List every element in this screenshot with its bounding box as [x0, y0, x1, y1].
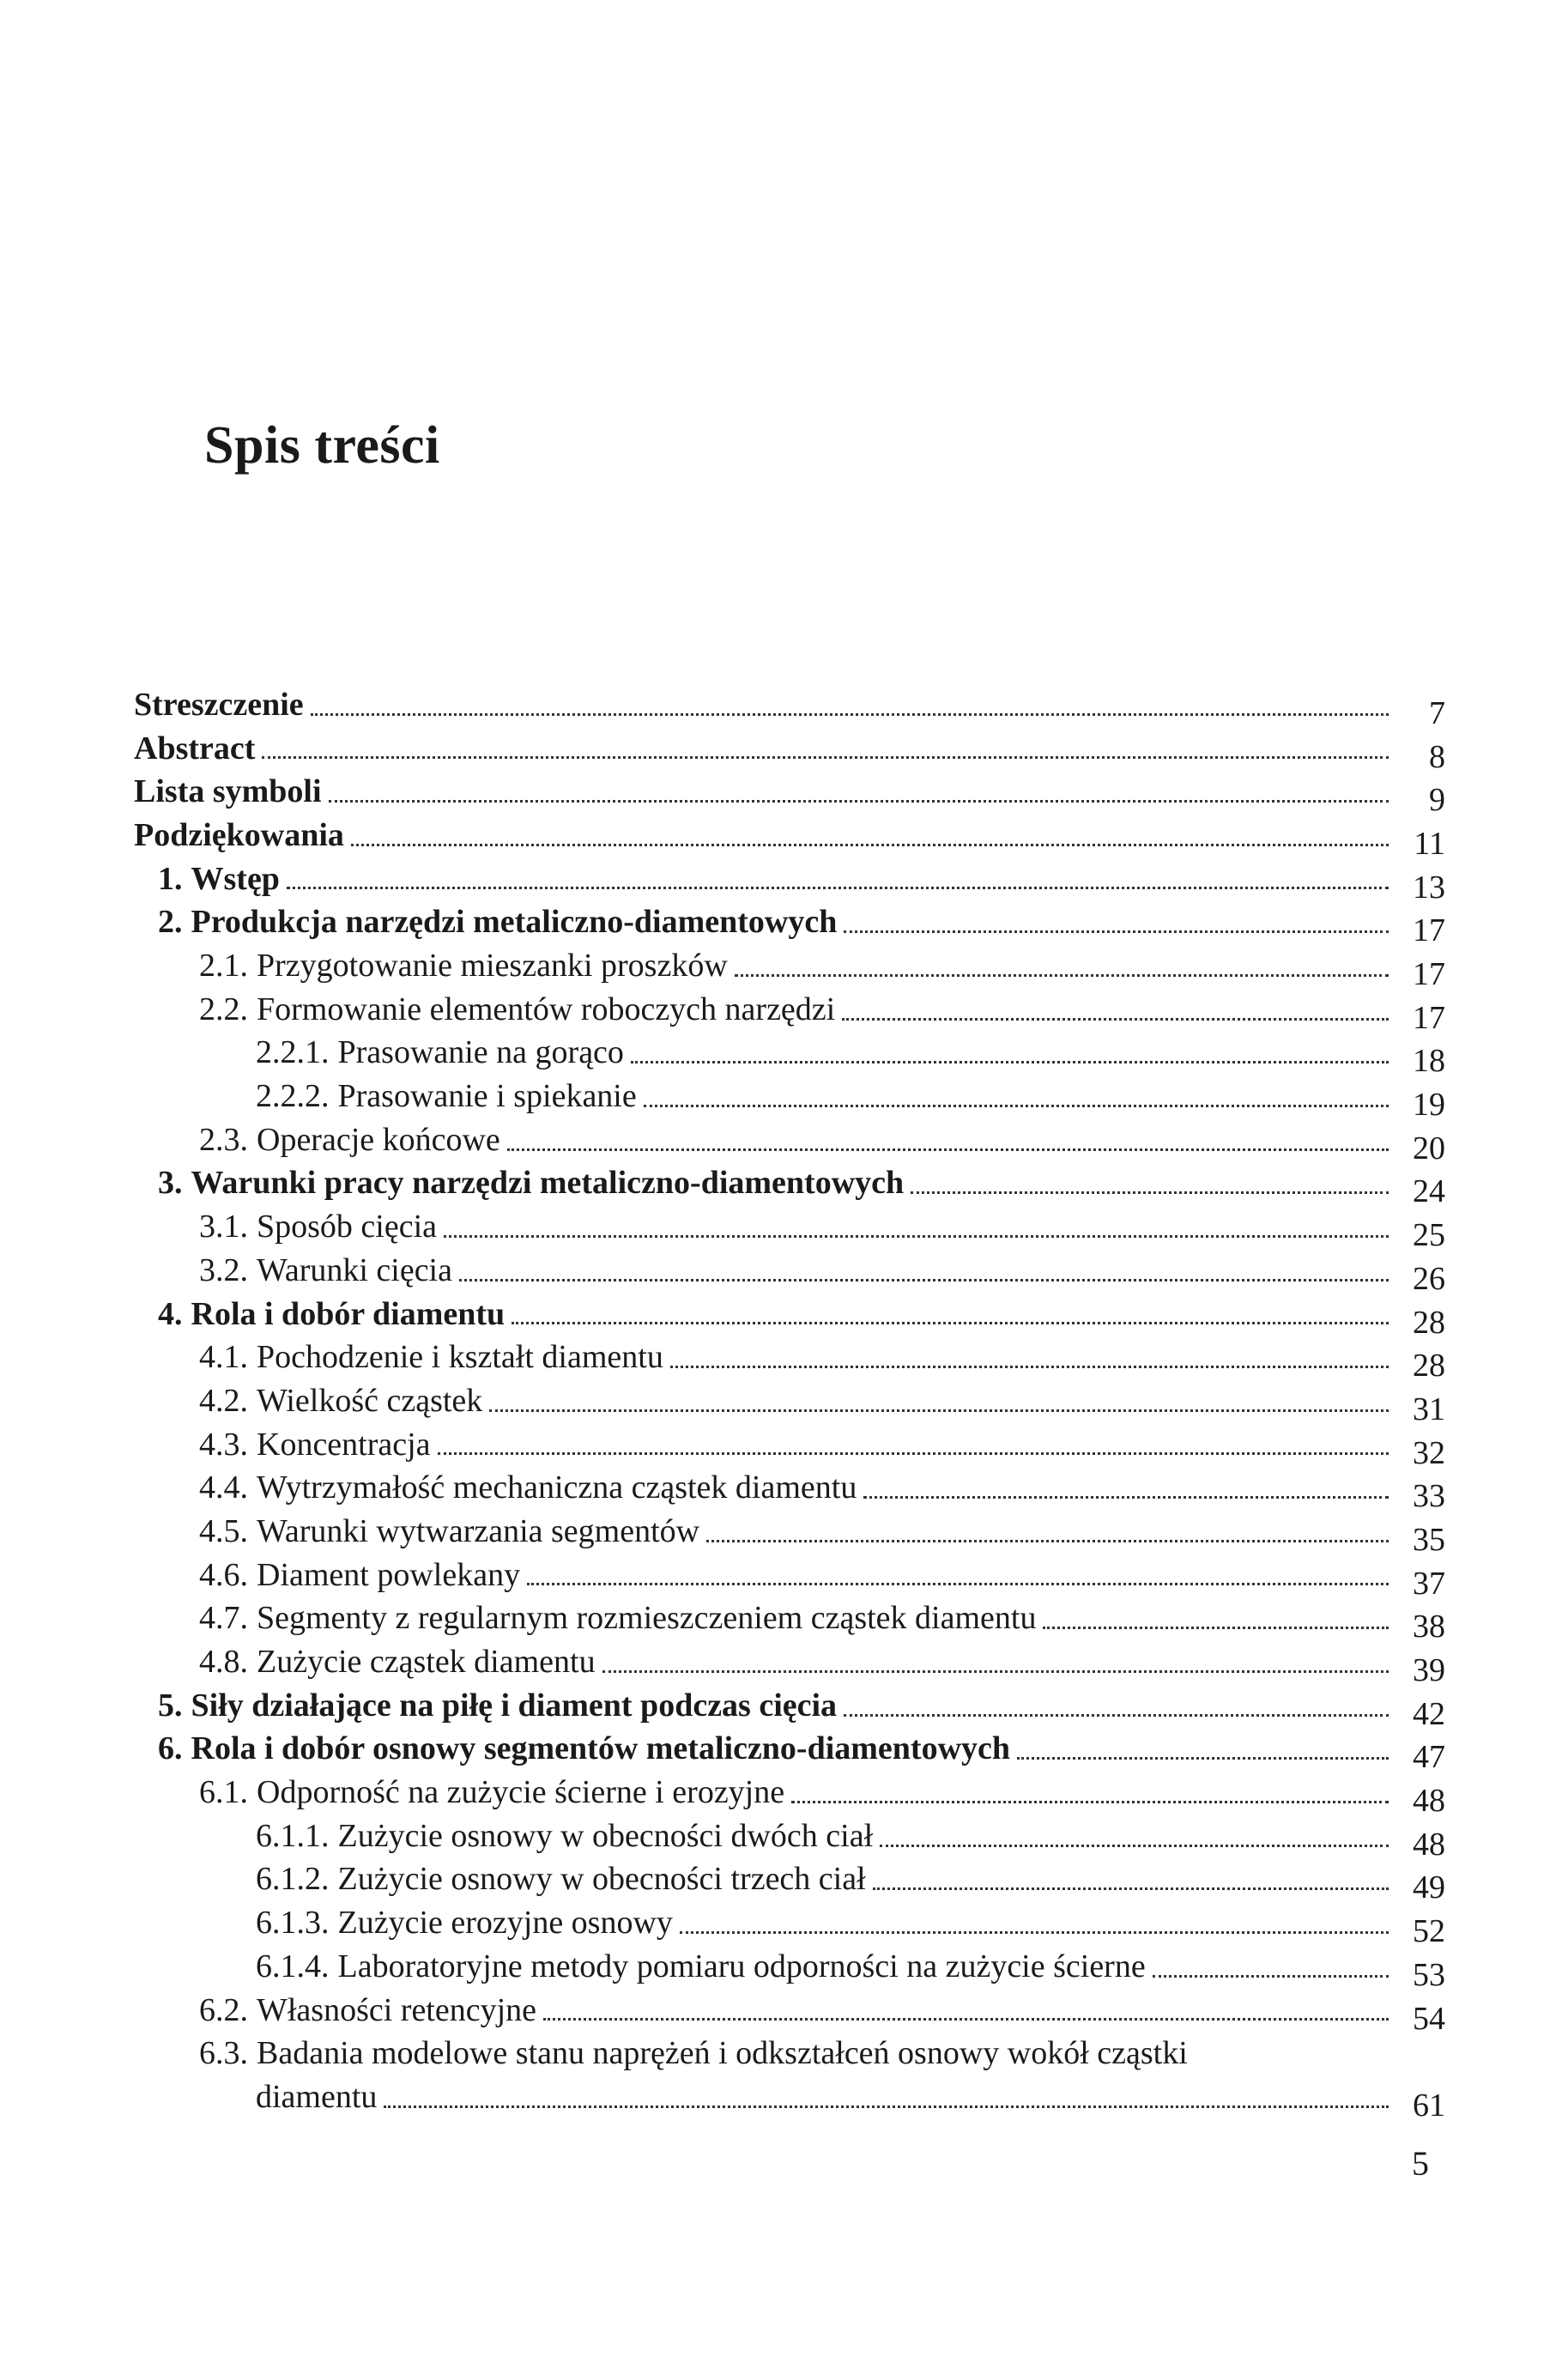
toc-entry[interactable] [134, 1420, 1445, 1471]
toc-entry-page: 28 [1413, 1304, 1445, 1341]
toc-entry-number: 3.1. [199, 1209, 248, 1245]
toc-entry-title: Lista symboli [134, 773, 322, 810]
toc-entry-title: Zużycie erozyjne osnowy [337, 1905, 673, 1942]
toc-entry-number: 2.1. [199, 948, 248, 985]
toc-entry-page: 37 [1413, 1565, 1445, 1602]
dot-leader [644, 1105, 1389, 1107]
toc-entry-title: Diament powlekany [257, 1556, 521, 1593]
page-title: Spis treści [204, 416, 440, 475]
toc-entry[interactable] [134, 854, 1445, 906]
toc-entry-page: 20 [1413, 1130, 1445, 1166]
toc-entry[interactable] [134, 1506, 1445, 1558]
dot-leader [791, 1801, 1389, 1803]
toc-entry[interactable] [134, 1898, 1445, 1950]
toc-entry-number: 3. [158, 1165, 183, 1202]
toc-entry-page: 17 [1413, 912, 1445, 949]
toc-entry-number: 6.1.1. [256, 1817, 330, 1854]
toc-entry-page: 9 [1429, 782, 1445, 819]
toc-entry-number: 1. [158, 860, 183, 897]
toc-entry-number: 6. [158, 1730, 183, 1767]
toc-entry-number: 4.7. [199, 1600, 248, 1637]
toc-entry[interactable] [134, 897, 1445, 949]
toc-entry-title: Własności retencyjne [257, 1991, 537, 2028]
dot-leader [512, 1322, 1389, 1324]
toc-entry[interactable] [134, 1115, 1445, 1166]
toc-entry-number: 2.2.2. [256, 1078, 330, 1115]
toc-entry-page: 54 [1413, 2000, 1445, 2037]
dot-leader [631, 1061, 1389, 1063]
toc-entry-number: 3.2. [199, 1251, 248, 1288]
toc-entry-page: 31 [1413, 1391, 1445, 1427]
toc-entry-page: 11 [1414, 825, 1445, 862]
dot-leader [706, 1540, 1389, 1542]
toc-entry-number: 4.8. [199, 1644, 248, 1681]
dot-leader [384, 2105, 1389, 2108]
toc-entry-number: 4.3. [199, 1426, 248, 1463]
toc-entry[interactable] [134, 1593, 1445, 1645]
toc-entry-page: 7 [1429, 694, 1445, 731]
toc-entry-title: Koncentracja [257, 1426, 431, 1463]
toc-entry-title: Zużycie cząstek diamentu [257, 1644, 596, 1681]
toc-entry[interactable] [134, 1159, 1445, 1210]
toc-entry-title: Podziękowania [134, 816, 344, 853]
toc-entry-title: Operacje końcowe [257, 1121, 500, 1158]
toc-entry-number: 4.5. [199, 1512, 248, 1549]
toc-entry-page: 18 [1413, 1043, 1445, 1080]
toc-entry-title: Laboratoryjne metody pomiaru odporności na zużycie ścierne [337, 1948, 1146, 1984]
toc-entry-title: Wstęp [191, 860, 280, 897]
toc-entry[interactable] [134, 1202, 1445, 1254]
toc-entry-number: 2.3. [199, 1121, 248, 1158]
toc-entry-number: 6.1.3. [256, 1905, 330, 1942]
toc-entry-number: 6.1.4. [256, 1948, 330, 1984]
toc-entry-title: Siły działające na piłę i diament podczas cięcia [191, 1687, 838, 1724]
page-number: 5 [1412, 2144, 1429, 2183]
toc-entry[interactable] [134, 1724, 1445, 1776]
toc-entry-page: 49 [1413, 1869, 1445, 1906]
toc-entry[interactable] [134, 1550, 1445, 1602]
toc-entry[interactable] [134, 1376, 1445, 1427]
toc-entry-number: 4. [158, 1295, 183, 1332]
toc-entry-title: Streszczenie [134, 686, 304, 723]
dot-leader [844, 1714, 1389, 1717]
toc-entry-title: Wielkość cząstek [257, 1382, 483, 1419]
toc-entry[interactable] [134, 1071, 1445, 1124]
dot-leader [444, 1235, 1389, 1238]
toc-entry[interactable] [134, 1245, 1445, 1297]
dot-leader [543, 2018, 1389, 2021]
toc-entry-number: 2.2.1. [256, 1034, 330, 1071]
toc-entry-page: 35 [1413, 1521, 1445, 1558]
dot-leader [1043, 1627, 1389, 1629]
toc-entry-title: Prasowanie i spiekanie [337, 1078, 637, 1115]
toc-entry-number: 2. [158, 904, 183, 941]
dot-leader [489, 1409, 1389, 1412]
toc-entry-page: 33 [1413, 1478, 1445, 1515]
dot-leader [287, 887, 1389, 889]
toc-entry-page: 61 [1413, 2087, 1445, 2124]
toc-entry-page: 13 [1413, 869, 1445, 906]
table-of-contents [134, 680, 1445, 2124]
toc-entry-page: 53 [1413, 1956, 1445, 1993]
toc-entry-number: 2.2. [199, 991, 248, 1027]
dot-leader [527, 1583, 1389, 1585]
toc-entry-page: 17 [1413, 999, 1445, 1036]
dot-leader [262, 756, 1389, 759]
toc-entry-title: Segmenty z regularnym rozmieszczeniem cząstek diamentu [257, 1600, 1037, 1637]
toc-entry-number: 6.1. [199, 1774, 248, 1811]
toc-entry-title: Zużycie osnowy w obecności trzech ciał [337, 1861, 866, 1898]
toc-entry[interactable] [134, 1028, 1445, 1080]
toc-entry-page: 17 [1413, 956, 1445, 993]
toc-entry-number: 6.3. [199, 2035, 248, 2072]
toc-entry-title: Sposób cięcia [257, 1209, 438, 1245]
dot-leader [329, 800, 1389, 803]
toc-entry[interactable] [134, 1942, 1445, 1993]
toc-entry-title: Produkcja narzędzi metaliczno-diamentowych [191, 904, 838, 941]
toc-entry-page: 48 [1413, 1783, 1445, 1820]
dot-leader [911, 1191, 1389, 1194]
toc-entry-title: Formowanie elementów roboczych narzędzi [257, 991, 836, 1027]
toc-entry-page: 19 [1413, 1087, 1445, 1124]
toc-entry-title: Prasowanie na gorąco [337, 1034, 624, 1071]
toc-entry[interactable] [134, 1767, 1445, 1820]
dot-leader [459, 1279, 1389, 1281]
toc-entry-page: 8 [1429, 738, 1445, 775]
toc-entry[interactable] [134, 985, 1445, 1036]
dot-leader [351, 844, 1389, 846]
toc-entry-title: Rola i dobór diamentu [191, 1295, 506, 1332]
toc-entry-page: 26 [1413, 1260, 1445, 1297]
toc-entry[interactable] [134, 1985, 1445, 2037]
toc-entry[interactable] [134, 810, 1445, 862]
toc-entry-page: 24 [1413, 1173, 1445, 1210]
toc-entry[interactable] [134, 941, 1445, 993]
toc-entry-title: Wytrzymałość mechaniczna cząstek diamentu [257, 1469, 857, 1506]
toc-entry[interactable] [134, 1332, 1445, 1384]
dot-leader [680, 1931, 1389, 1934]
toc-entry[interactable] [134, 1811, 1445, 1863]
toc-entry[interactable] [134, 1855, 1445, 1906]
dot-leader [1017, 1757, 1389, 1760]
toc-entry-number: 6.2. [199, 1991, 248, 2028]
dot-leader [311, 713, 1389, 716]
toc-entry[interactable] [134, 1289, 1445, 1341]
dot-leader [438, 1452, 1389, 1455]
dot-leader [873, 1887, 1389, 1890]
toc-entry-page: 47 [1413, 1739, 1445, 1776]
toc-entry[interactable] [134, 766, 1445, 819]
toc-entry-title: Zużycie osnowy w obecności dwóch ciał [337, 1817, 874, 1854]
dot-leader [602, 1670, 1389, 1673]
toc-entry-page: 52 [1413, 1913, 1445, 1950]
toc-entry[interactable] [134, 1681, 1445, 1732]
dot-leader [863, 1496, 1389, 1499]
dot-leader [842, 1018, 1389, 1021]
toc-entry-page: 25 [1413, 1217, 1445, 1254]
dot-leader [670, 1366, 1389, 1368]
toc-entry-title: Pochodzenie i kształt diamentu [257, 1339, 663, 1376]
toc-entry-title: Warunki pracy narzędzi metaliczno-diamentowych [191, 1165, 905, 1202]
toc-entry-title: Rola i dobór osnowy segmentów metaliczno-diamentowych [191, 1730, 1011, 1767]
toc-entry[interactable] [134, 724, 1445, 775]
toc-entry[interactable] [134, 1463, 1445, 1515]
toc-entry[interactable] [134, 680, 1445, 731]
toc-entry[interactable] [134, 1637, 1445, 1689]
toc-entry-page: 38 [1413, 1609, 1445, 1645]
toc-entry-number: 4.6. [199, 1556, 248, 1593]
dot-leader [844, 930, 1389, 933]
toc-entry-page: 42 [1413, 1695, 1445, 1732]
dot-leader [880, 1845, 1389, 1847]
toc-entry-number: 6.1.2. [256, 1861, 330, 1898]
toc-entry-page: 28 [1413, 1348, 1445, 1384]
toc-entry-page: 39 [1413, 1652, 1445, 1689]
toc-entry-title: Przygotowanie mieszanki proszków [257, 948, 728, 985]
dot-leader [507, 1148, 1389, 1151]
toc-entry-title: Badania modelowe stanu naprężeń i odkształceń osnowy wokół cząstki [257, 2035, 1188, 2072]
toc-entry[interactable] [134, 2028, 1445, 2124]
toc-entry-title: Odporność na zużycie ścierne i erozyjne [257, 1774, 785, 1811]
toc-entry-title-continued: diamentu [256, 2078, 378, 2115]
toc-entry-number: 4.2. [199, 1382, 248, 1419]
toc-entry-number: 4.1. [199, 1339, 248, 1376]
dot-leader [1153, 1975, 1389, 1978]
toc-entry-title: Warunki cięcia [257, 1251, 452, 1288]
toc-entry-title: Abstract [134, 730, 256, 766]
toc-entry-number: 4.4. [199, 1469, 248, 1506]
toc-entry-page: 32 [1413, 1434, 1445, 1471]
toc-entry-title: Warunki wytwarzania segmentów [257, 1512, 700, 1549]
toc-entry-page: 48 [1413, 1826, 1445, 1863]
dot-leader [735, 974, 1389, 977]
toc-entry-number: 5. [158, 1687, 183, 1724]
